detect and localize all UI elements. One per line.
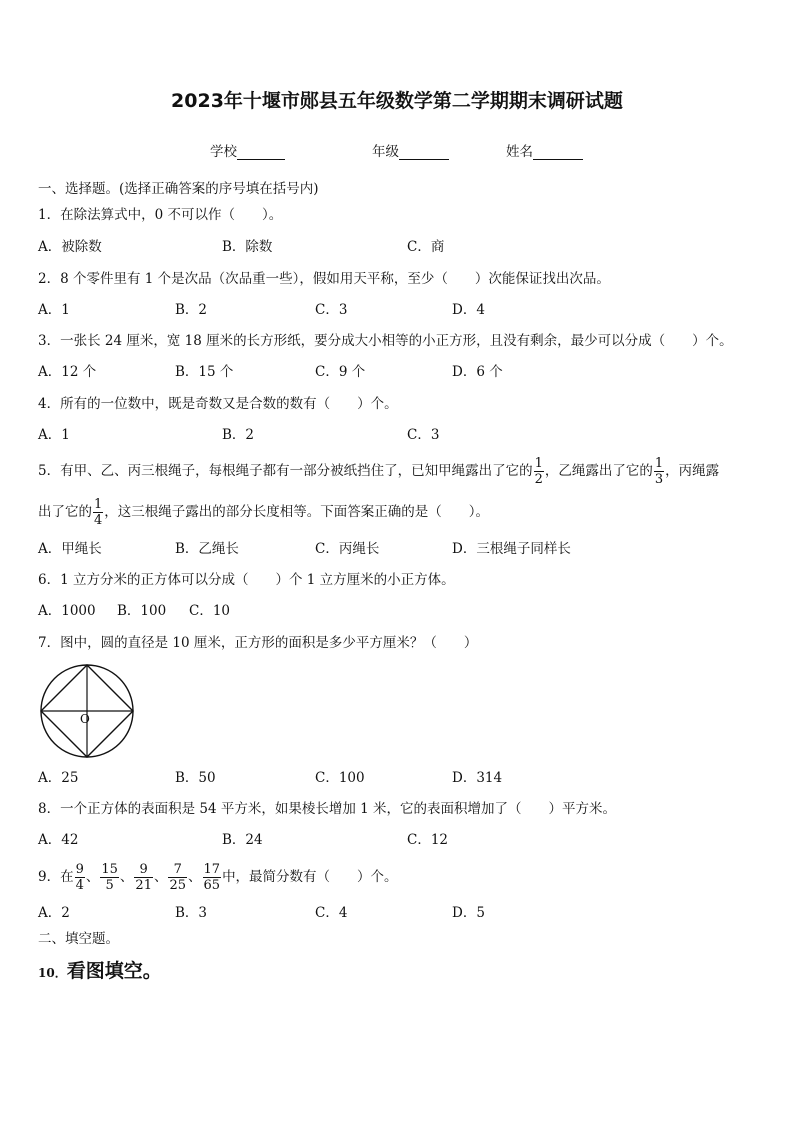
q9-sep-3: 、 [153, 869, 168, 885]
q9-fraction-5 [203, 862, 222, 893]
q7-option-b: B．50 [175, 770, 216, 786]
q7-option-a: A．25 [38, 770, 79, 786]
q5-text-1: 5．有甲、乙、丙三根绳子，每根绳子都有一部分被纸挡住了，已知甲绳露出了它的 [38, 463, 533, 479]
q9-sep-2: 、 [119, 869, 134, 885]
q6-option-a: A．1000 [38, 603, 96, 619]
name-blank [533, 145, 583, 160]
question-1: 1．在除法算式中，0 不可以作（ ）。 [38, 207, 283, 223]
grade-label: 年级 [372, 144, 399, 160]
q6-option-b: B．100 [117, 603, 167, 619]
q9-f1-den: 4 [75, 878, 84, 893]
q2-option-b: B．2 [175, 302, 208, 318]
q9-f2-den: 5 [105, 878, 114, 893]
q9-f3-den: 21 [135, 878, 152, 893]
q3-option-d: D．6 个 [452, 364, 503, 380]
q5-f1-den: 2 [534, 472, 543, 487]
q9-f1-num: 9 [75, 862, 84, 877]
question-5-line-2 [38, 496, 489, 528]
q8-option-c: C．12 [407, 832, 449, 848]
question-4: 4．所有的一位数中，既是奇数又是合数的数有（ ）个。 [38, 396, 398, 412]
question-5-line-1 [38, 455, 719, 487]
q9-f4-num: 7 [168, 862, 187, 878]
q2-option-a: A．1 [38, 302, 70, 318]
q9-fraction-3 [134, 862, 153, 893]
q8-option-a: A．42 [38, 832, 79, 848]
name-label: 姓名 [506, 144, 533, 160]
q5-f3-den: 4 [94, 513, 103, 528]
q9-fraction-2 [100, 862, 119, 893]
q9-fraction-4 [168, 862, 187, 893]
q9-f4-den: 25 [169, 878, 187, 893]
circle-square-figure [36, 662, 138, 760]
q5-f3-num: 1 [94, 497, 103, 512]
q1-option-c: C．商 [407, 239, 445, 255]
question-6: 6．1 立方分米的正方体可以分成（ ）个 1 立方厘米的小正方体。 [38, 572, 455, 588]
grade-field [372, 140, 449, 160]
q9-f5-num: 17 [203, 862, 221, 877]
q3-option-c: C．9 个 [315, 364, 366, 380]
school-blank [237, 145, 285, 160]
q10-text: 看图填空。 [66, 960, 162, 982]
question-2: 2．8 个零件里有 1 个是次品（次品重一些），假如用天平称，至少（ ）次能保证找出次品。 [38, 271, 610, 287]
grade-blank [399, 145, 449, 160]
q7-option-c: C．100 [315, 770, 365, 786]
question-7: 7．图中，圆的直径是 10 厘米，正方形的面积是多少平方厘米？（ ） [38, 635, 478, 651]
q9-text-1: 9．在 [38, 869, 74, 885]
q5-option-a: A．甲绳长 [38, 541, 102, 557]
q9-sep-1: 、 [85, 869, 100, 885]
q3-option-b: B．15 个 [175, 364, 234, 380]
q9-option-a: A．2 [38, 905, 70, 921]
q1-option-b: B．除数 [222, 239, 273, 255]
q9-f2-num: 15 [101, 862, 118, 877]
q9-text-2: 中，最简分数有（ ）个。 [222, 869, 398, 885]
q5-text-2: ，乙绳露出了它的 [544, 463, 653, 479]
page-title: 2023年十堰市郧县五年级数学第二学期期末调研试题 [171, 90, 623, 112]
question-3: 3．一张长 24 厘米，宽 18 厘米的长方形纸，要分成大小相等的小正方形，且没有剩余，最少可以分成（ ）个。 [38, 333, 733, 349]
q9-option-c: C．4 [315, 905, 348, 921]
q5-option-c: C．丙绳长 [315, 541, 380, 557]
q1-option-a: A．被除数 [38, 239, 102, 255]
school-field [210, 140, 285, 160]
q9-option-b: B．3 [175, 905, 208, 921]
q3-option-a: A．12 个 [38, 364, 97, 380]
q9-sep-4: 、 [188, 869, 202, 885]
q9-option-d: D．5 [452, 905, 485, 921]
q5-f2-num: 1 [654, 456, 664, 471]
q2-option-d: D．4 [452, 302, 485, 318]
q8-option-b: B．24 [222, 832, 263, 848]
q5-fraction-1 [534, 456, 544, 487]
q5-fraction-2 [654, 456, 664, 487]
q5-option-d: D．三根绳子同样长 [452, 541, 571, 557]
question-10 [38, 958, 162, 986]
q2-option-c: C．3 [315, 302, 348, 318]
q5-text-4: 出了它的 [38, 504, 92, 520]
q4-option-a: A．1 [38, 427, 70, 443]
q5-text-3: ，丙绳露 [665, 463, 720, 479]
q9-fraction-1 [75, 862, 85, 893]
question-9 [38, 860, 398, 894]
q10-number: 10． [38, 966, 67, 980]
section-heading-1: 一、选择题。(选择正确答案的序号填在括号内) [38, 181, 319, 197]
q5-fraction-3 [93, 497, 103, 528]
q6-option-c: C．10 [189, 603, 231, 619]
school-label: 学校 [210, 144, 237, 160]
q5-text-5: ，这三根绳子露出的部分长度相等。下面答案正确的是（ ）。 [104, 504, 490, 520]
question-8: 8．一个正方体的表面积是 54 平方米，如果棱长增加 1 米，它的表面积增加了（ ）平方米。 [38, 801, 617, 817]
q9-f5-den: 65 [203, 878, 221, 893]
q5-option-b: B．乙绳长 [175, 541, 239, 557]
q5-f2-den: 3 [654, 472, 664, 487]
name-field [506, 140, 583, 160]
q4-option-c: C．3 [407, 427, 440, 443]
q4-option-b: B．2 [222, 427, 255, 443]
q9-f3-num: 9 [134, 862, 153, 878]
q5-f1-num: 1 [534, 456, 543, 471]
q7-option-d: D．314 [452, 770, 503, 786]
center-label: O [80, 712, 90, 726]
section-heading-2: 二、填空题。 [38, 931, 119, 947]
